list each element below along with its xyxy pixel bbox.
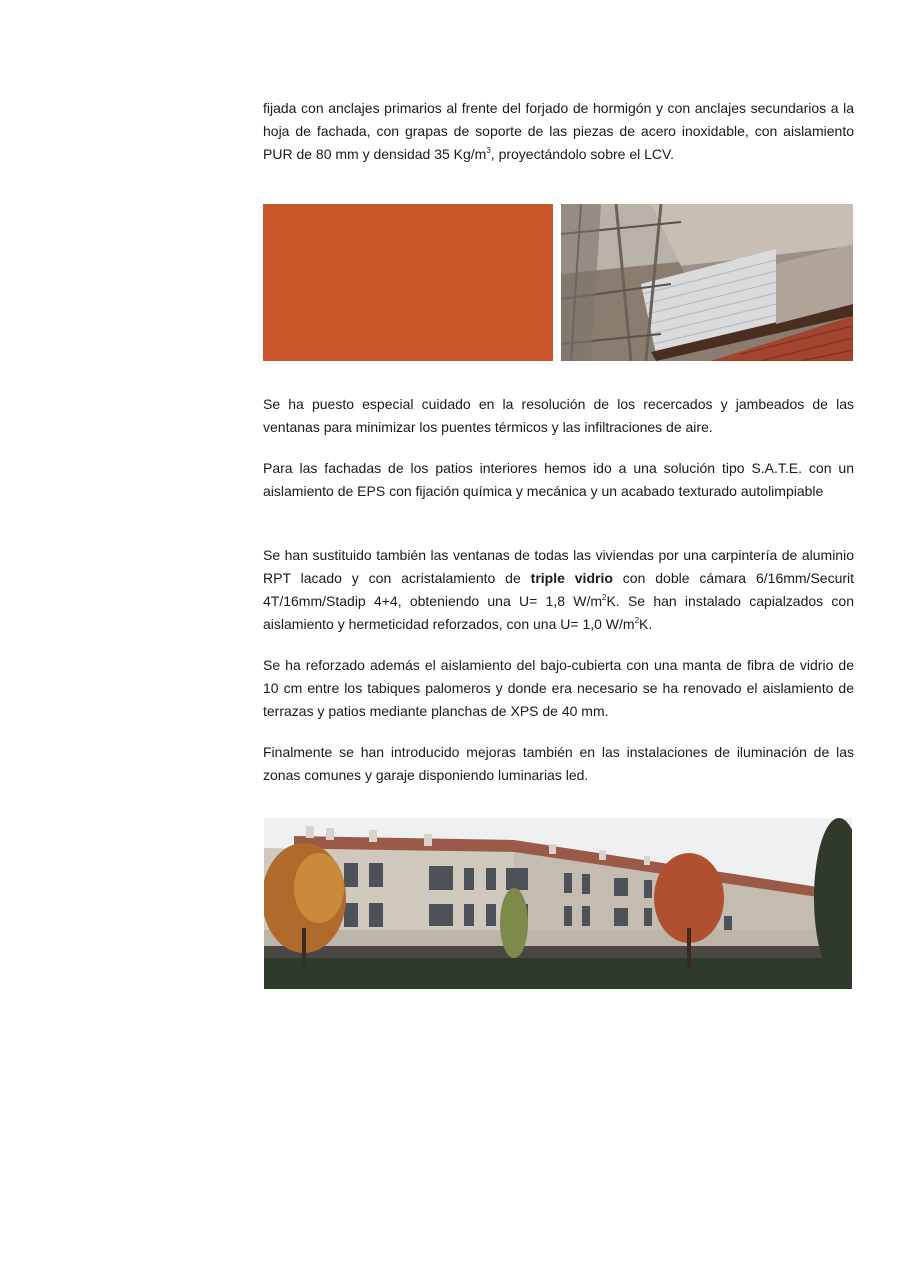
orange-panel-image [263,204,553,361]
paragraph-window-frames: Se ha puesto especial cuidado en la resolución de los recercados y jambeados de las ventanas para minimizar los puentes térmicos y las infiltraciones de aire. [263,396,854,435]
paragraph-windows-glazing: Se han sustituido también las ventanas de todas las viviendas por una carpintería de aluminio RPT lacado y con acristalamiento de triple vidrio con doble cámara 6/16mm/Securit 4T/16mm/Stadip 4+4, obteniendo una U= 1,8 $W/m^2K$. Se han instalado capialzados con aislamiento y hermeticidad reforzados, con una U= 1,0 $W/m^2K$. [263,547,855,632]
building-exterior-photo [264,818,852,989]
paragraph-anchoring: fijada con anclajes primarios al frente del forjado de hormigón y con anclajes secundarios a la hoja de fachada, con grapas de soporte de las piezas de acero inoxidable, con aislamiento PUR de 80 mm y densidad 35 $Kg/m^3$, proyectándolo sobre el LCV. [263,100,854,162]
paragraph-sate-solution: Para las fachadas de los patios interiores hemos ido a una solución tipo S.A.T.E. con un aislamiento de EPS con fijación química y mecánica y un acabado texturado autolimpiable [263,460,854,499]
paragraph-lighting: Finalmente se han introducido mejoras también en las instalaciones de iluminación de las zonas comunes y garaje disponiendo luminarias led. [263,744,854,783]
paragraph-roof-insulation: Se ha reforzado además el aislamiento del bajo-cubierta con una manta de fibra de vidrio de 10 cm entre los tabiques palomeros y donde era necesario se ha renovado el aislamiento de terrazas y patios mediante planchas de XPS de 40 mm. [263,657,854,719]
facade-photo [561,204,853,361]
